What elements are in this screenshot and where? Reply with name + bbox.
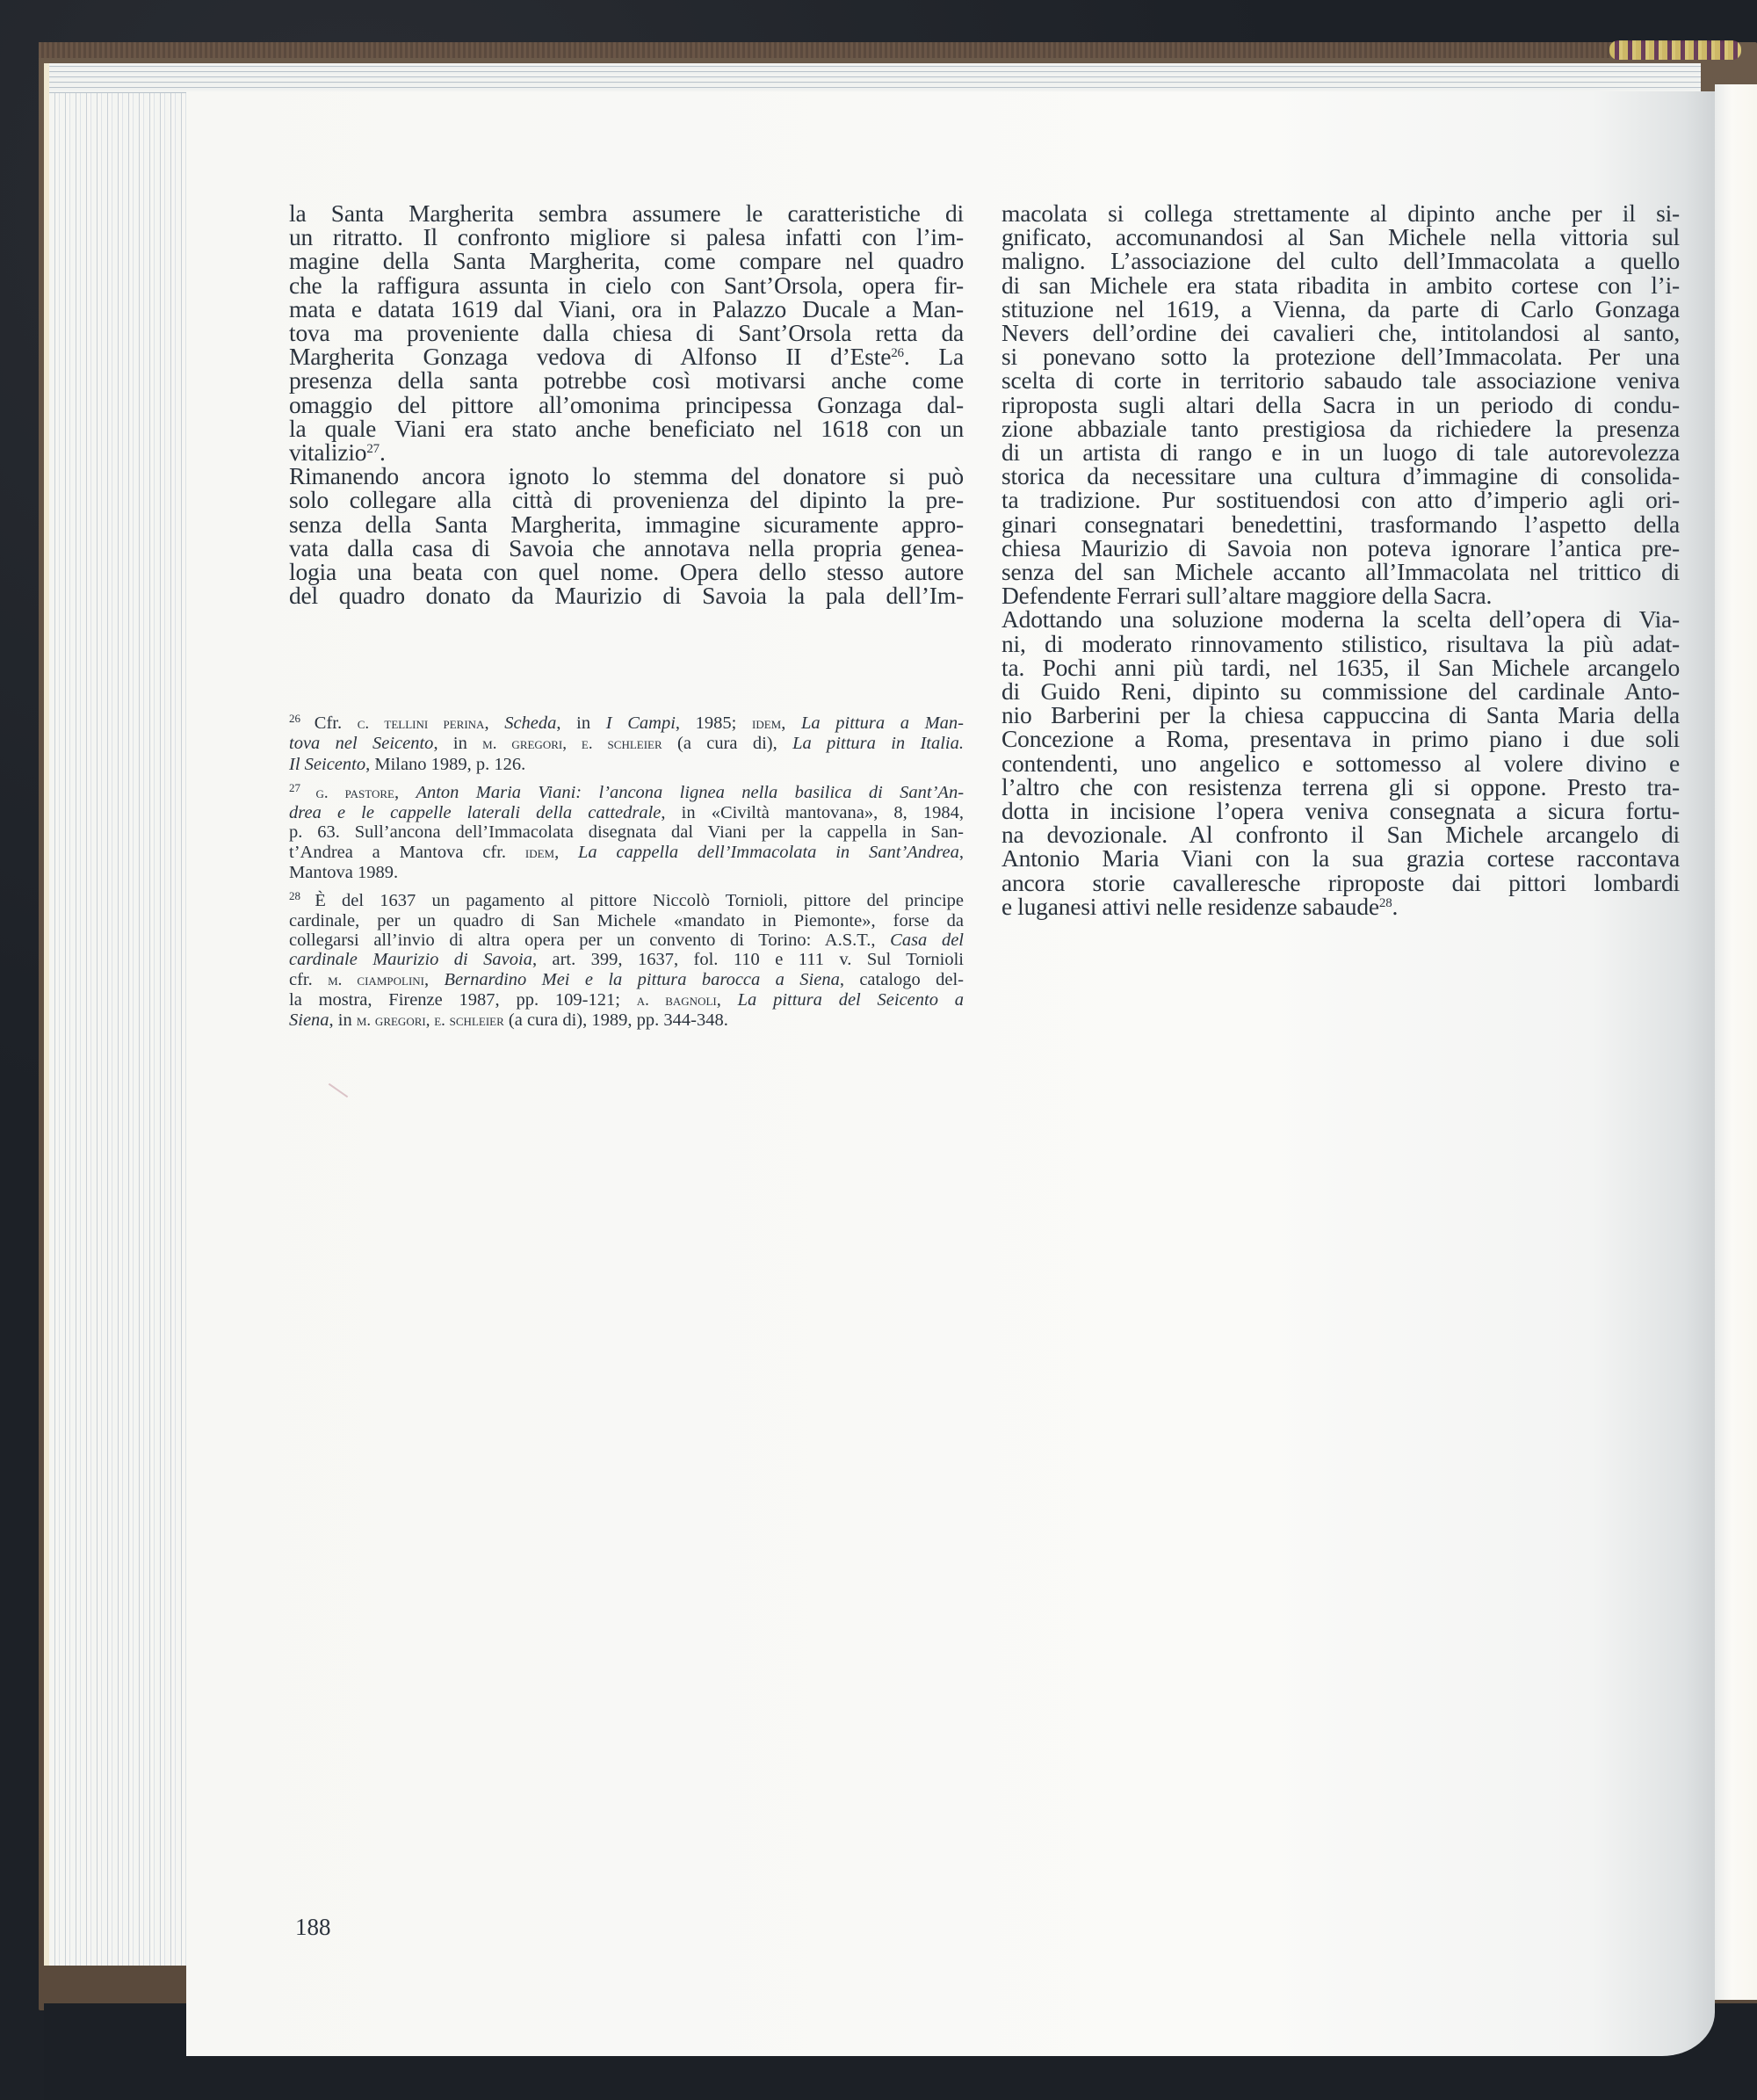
- text-line: ta tradizione. Pur sostituendosi con atto d’imperio agli ori-: [1001, 486, 1680, 514]
- footnote-line: $^{27}$ g. pastore, Anton Maria Viani: l’ancona lignea nella basilica di Sant’An-: [289, 780, 965, 802]
- paragraph: [289, 199, 964, 467]
- footnote-27: [289, 780, 965, 883]
- text-line: na devozionale. Al confronto il San Michele arcangelo di: [1001, 821, 1680, 849]
- text-line: zione abbaziale tanto prestigiosa da richiedere la presenza: [1001, 414, 1680, 442]
- text-line: magine della Santa Margherita, come compare nel quadro: [289, 247, 964, 275]
- text-line: chiesa Maurizio di Savoia non poteva ignorare l’antica pre-: [1001, 533, 1680, 561]
- text-line: di san Michele era stata ribadita in ambito cortese con l’i-: [1001, 271, 1680, 299]
- footnote-line: cfr. m. ciampolini, Bernardino Mei e la pittura barocca a Siena, catalogo del-: [289, 969, 965, 989]
- text-line: Defendente Ferrari sull’altare maggiore della Sacra.: [1001, 582, 1493, 610]
- text-line: ginari consegnatari benedettini, trasformando l’aspetto della: [1001, 510, 1680, 538]
- footnote-line: p. 63. Sull’ancona dell’Immacolata disegnata dal Viani per la cappella in San-: [289, 822, 964, 843]
- footnote-line: drea e le cappelle laterali della cattedrale, in «Civiltà mantovana», 8, 1984,: [289, 803, 964, 823]
- text-line: contendenti, uno angelico e sottomesso al volere divino e: [1001, 749, 1680, 777]
- footnote-line: cardinale Maurizio di Savoia, art. 399, 1637, fol. 110 e 111 v. Sul Tornioli: [289, 950, 964, 970]
- text-line: senza della Santa Margherita, immagine sicuramente appro-: [289, 510, 964, 538]
- text-line: riproposta sugli altari della Sacra in un periodo di condu-: [1001, 390, 1680, 418]
- paragraph: [1001, 199, 1680, 610]
- footnote-number: 28: [289, 889, 315, 903]
- paragraph: [289, 462, 964, 610]
- text-line: storica da necessitare una cultura d’immagine di consolida-: [1001, 462, 1680, 490]
- text-line: che la raffigura assunta in cielo con Sant’Orsola, opera fir-: [289, 271, 964, 299]
- facing-page-edge: [1715, 84, 1757, 2000]
- text-line: Antonio Maria Viani con la sua grazia cortese raccontava: [1001, 844, 1680, 873]
- footnote-ref-28[interactable]: 28: [1378, 895, 1392, 910]
- footnote-28: [289, 891, 964, 1031]
- footnote-line: Mantova 1989.: [289, 863, 399, 883]
- text-line: ni, di moderato rinnovamento stilistico, risultava la più adat-: [1001, 629, 1680, 657]
- footnote-line: t’Andrea a Mantova cfr. idem, La cappella dell’Immacolata in Sant’Andrea,: [289, 842, 964, 862]
- page-stack-top-edge: [49, 63, 1701, 93]
- text-line: senza del san Michele accanto all’Immacolata nel trittico di: [1001, 558, 1680, 586]
- left-column: [289, 199, 964, 610]
- text-line: Nevers dell’ordine dei cavalieri che, intitolandosi al santo,: [1001, 319, 1680, 347]
- text-line: gnificato, accomunandosi al San Michele nella vittoria sul: [1001, 223, 1680, 251]
- footnote-line: collegarsi all’invio di altra opera per un convento di Torino: A.S.T., Casa del: [289, 930, 964, 950]
- text-line: la Santa Margherita sembra assumere le caratteristiche di: [289, 199, 964, 227]
- page-number: 188: [295, 1914, 331, 1940]
- paragraph: [1001, 607, 1680, 918]
- footnote-line: $^{26}$ Cfr. c. tellini perina, Scheda, in I Campi, 1985; idem, La pittura a Man-: [289, 712, 964, 733]
- footnote-ref-26[interactable]: 26: [891, 346, 904, 361]
- text-line: l’altro che con resistenza terrena gli si oppone. Presto tra-: [1001, 772, 1680, 800]
- text-line: Concezione a Roma, presentava in primo piano i due soli: [1001, 725, 1680, 753]
- text-line: scelta di corte in territorio sabaudo tale associazione veniva: [1001, 366, 1680, 395]
- text-line: ta. Pochi anni più tardi, nel 1635, il San Michele arcangelo: [1001, 653, 1680, 681]
- text-line: tova ma proveniente dalla chiesa di Sant’Orsola retta da: [289, 319, 964, 347]
- text-line: vata dalla casa di Savoia che annotava nella propria genea-: [289, 533, 964, 561]
- text-line: omaggio del pittore all’omonima principessa Gonzaga dal-: [289, 390, 964, 418]
- text-line: nio Barberini per la chiesa cappuccina di Santa Maria della: [1001, 701, 1680, 729]
- footnote-line: Siena, in m. gregori, e. schleier (a cura di), 1989, pp. 344-348.: [289, 1010, 728, 1031]
- text-line: macolata si collega strettamente al dipinto anche per il si-: [1001, 199, 1680, 227]
- text-line: un ritratto. Il confronto migliore si palesa infatti con l’im-: [289, 223, 964, 251]
- text-line: vitalizio$^{27}$.: [289, 438, 386, 467]
- text-line: maligno. L’associazione del culto dell’Immacolata a quello: [1001, 247, 1680, 275]
- footnote-ref-27[interactable]: 27: [366, 442, 380, 457]
- text-line: di un artista di rango e in un luogo di tale autorevolezza: [1001, 438, 1680, 467]
- footnote-line: Il Seicento, Milano 1989, p. 126.: [289, 754, 526, 774]
- book-cover-top-edge: [39, 42, 1690, 58]
- text-line: solo collegare alla città di provenienza del dipinto la pre-: [289, 486, 964, 514]
- text-line: mata e datata 1619 dal Viani, ora in Palazzo Ducale a Man-: [289, 294, 964, 322]
- book-headband: [1609, 40, 1741, 60]
- footnote-line: tova nel Seicento, in m. gregori, e. schleier (a cura di), La pittura in Italia.: [289, 734, 965, 754]
- text-line: del quadro donato da Maurizio di Savoia la pala dell’Im-: [289, 582, 964, 610]
- text-line: di Guido Reni, dipinto su commissione del cardinale Anto-: [1001, 677, 1680, 706]
- footnote-line: la mostra, Firenze 1987, pp. 109-121; a. bagnoli, La pittura del Seicento a: [289, 989, 964, 1010]
- footnotes: [289, 713, 964, 1039]
- text-line: presenza della santa potrebbe così motivarsi anche come: [289, 366, 964, 395]
- text-line: Adottando una soluzione moderna la scelta dell’opera di Via-: [1001, 605, 1680, 634]
- footnote-line: $^{28}$ È del 1637 un pagamento al pittore Niccolò Tornioli, pittore del principe: [289, 889, 964, 911]
- text-line: e luganesi attivi nelle residenze sabaude$^{28}$.: [1001, 892, 1399, 920]
- text-line: ancora storie cavalleresche riproposte dai pittori lombardi: [1001, 868, 1680, 896]
- text-line: Margherita Gonzaga vedova di Alfonso II d’Este$^{26}$. La: [289, 343, 964, 371]
- text-line: logia una beata con quel nome. Opera dello stesso autore: [289, 558, 964, 586]
- text-line: Rimanendo ancora ignoto lo stemma del donatore si può: [289, 462, 964, 490]
- right-column: [1001, 201, 1680, 918]
- text-line: dotta in incisione l’opera veniva consegnata a sicura fortu-: [1001, 797, 1680, 825]
- footnote-number: 26: [289, 712, 315, 725]
- text-line: si ponevano sotto la protezione dell’Immacolata. Per una: [1001, 343, 1680, 371]
- text-line: la quale Viani era stato anche beneficiato nel 1618 con un: [289, 414, 964, 442]
- text-line: stituzione nel 1619, a Vienna, da parte di Carlo Gonzaga: [1001, 294, 1680, 322]
- footnote-number: 27: [289, 780, 316, 794]
- footnote-26: [289, 713, 964, 774]
- page-stack-left-edge: [44, 63, 199, 1966]
- footnote-line: cardinale, per un quadro di San Michele «mandato in Piemonte», forse da: [289, 910, 964, 931]
